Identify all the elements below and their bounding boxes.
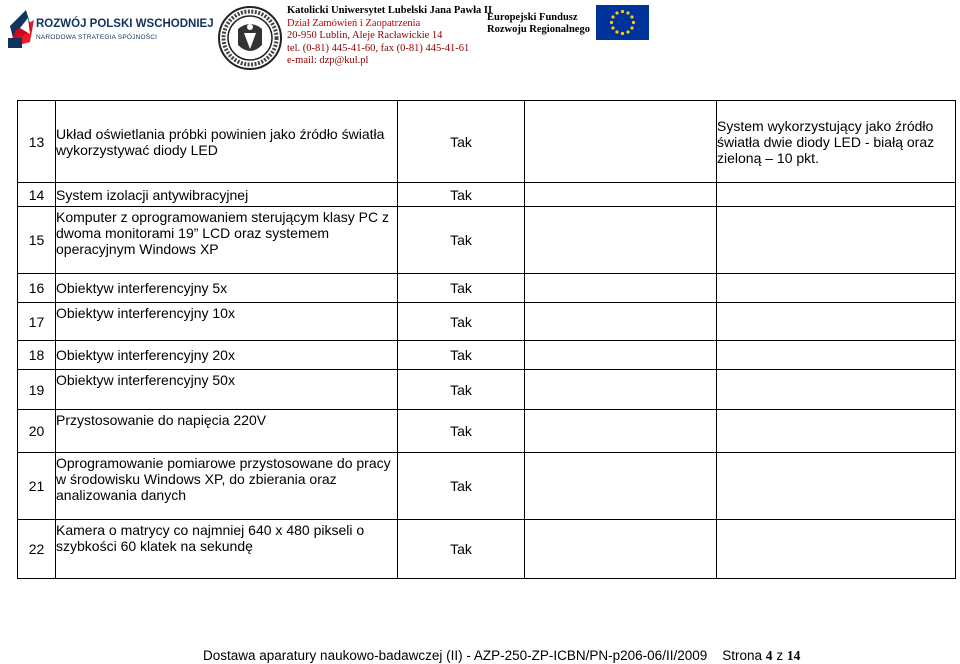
row-description: Obiektyw interferencyjny 10x	[56, 303, 398, 341]
row-description: Komputer z oprogramowaniem sterującym klasy PC z dwoma monitorami 19” LCD oraz systemem operacyjnym Windows XP	[56, 207, 398, 274]
row-empty-cell	[717, 520, 956, 579]
row-number: 13	[18, 101, 56, 183]
row-description: Oprogramowanie pomiarowe przystosowane do pracy w środowisku Windows XP, do zbierania oraz analizowania danych	[56, 453, 398, 520]
row-empty-cell	[717, 370, 956, 410]
row-value: Tak	[398, 274, 525, 303]
row-empty-cell	[717, 453, 956, 520]
row-description: Przystosowanie do napięcia 220V	[56, 410, 398, 453]
table-row	[18, 207, 956, 274]
kul-address: 20-950 Lublin, Aleje Racławickie 14	[287, 30, 443, 41]
footer-page-label: Strona	[722, 648, 763, 663]
row-empty-cell	[717, 410, 956, 453]
specification-table	[17, 100, 956, 579]
footer-page-separator: z	[776, 648, 784, 663]
row-empty-cell	[525, 370, 717, 410]
kul-email: e-mail: dzp@kul.pl	[287, 55, 369, 66]
row-empty-cell	[525, 520, 717, 579]
row-number: 20	[18, 410, 56, 453]
row-value: Tak	[398, 303, 525, 341]
page-footer	[203, 648, 800, 664]
eu-fund-line1: Europejski Fundusz	[487, 12, 578, 23]
document-header	[0, 0, 960, 78]
rpw-subtitle: NARODOWA STRATEGIA SPÓJNOŚCI	[36, 34, 158, 41]
row-empty-cell	[525, 207, 717, 274]
row-value: Tak	[398, 520, 525, 579]
table-row	[18, 370, 956, 410]
eu-flag-icon	[596, 5, 649, 40]
row-description: Obiektyw interferencyjny 5x	[56, 274, 398, 303]
row-value: Tak	[398, 183, 525, 207]
row-number: 15	[18, 207, 56, 274]
row-value: Tak	[398, 101, 525, 183]
row-description: Obiektyw interferencyjny 20x	[56, 341, 398, 370]
table-row	[18, 183, 956, 207]
eu-fund-label	[487, 12, 590, 36]
table-row	[18, 453, 956, 520]
row-value: Tak	[398, 207, 525, 274]
table-row	[18, 303, 956, 341]
kul-department: Dział Zamówień i Zaopatrzenia	[287, 17, 421, 29]
row-value: Tak	[398, 453, 525, 520]
kul-address-block	[287, 5, 492, 68]
table-row	[18, 101, 956, 183]
row-number: 22	[18, 520, 56, 579]
row-empty-cell	[525, 101, 717, 183]
row-description: Układ oświetlania próbki powinien jako źródło światła wykorzystywać diody LED	[56, 101, 398, 183]
row-empty-cell	[717, 274, 956, 303]
table-row	[18, 520, 956, 579]
rpw-title: ROZWÓJ POLSKI WSCHODNIEJ	[36, 18, 214, 30]
row-value: Tak	[398, 341, 525, 370]
table-row	[18, 341, 956, 370]
table-row	[18, 274, 956, 303]
row-empty-cell	[717, 207, 956, 274]
row-description: System izolacji antywibracyjnej	[56, 183, 398, 207]
row-empty-cell	[717, 183, 956, 207]
row-description: Obiektyw interferencyjny 50x	[56, 370, 398, 410]
kul-phone: tel. (0-81) 445-41-60, fax (0-81) 445-41-61	[287, 42, 470, 54]
row-empty-cell	[525, 410, 717, 453]
row-description: Kamera o matrycy co najmniej 640 x 480 pikseli o szybkości 60 klatek na sekundę	[56, 520, 398, 579]
row-number: 14	[18, 183, 56, 207]
row-empty-cell	[525, 453, 717, 520]
rpw-logo-icon	[4, 8, 194, 56]
row-empty-cell	[525, 274, 717, 303]
row-empty-cell	[717, 341, 956, 370]
row-value: Tak	[398, 410, 525, 453]
row-empty-cell	[525, 341, 717, 370]
kul-name: Katolicki Uniwersytet Lubelski Jana Pawła II	[287, 5, 493, 16]
row-empty-cell	[525, 303, 717, 341]
footer-page-total: 14	[786, 648, 801, 663]
eu-fund-line2: Rozwoju Regionalnego	[487, 24, 590, 35]
row-number: 16	[18, 274, 56, 303]
footer-page-number: 4	[765, 648, 773, 663]
row-number: 21	[18, 453, 56, 520]
table-row	[18, 410, 956, 453]
row-number: 17	[18, 303, 56, 341]
row-note: System wykorzystujący jako źródło światła dwie diody LED - białą oraz zieloną – 10 pkt.	[717, 101, 956, 183]
row-number: 19	[18, 370, 56, 410]
kul-seal-icon	[218, 5, 282, 71]
row-number: 18	[18, 341, 56, 370]
row-value: Tak	[398, 370, 525, 410]
row-empty-cell	[525, 183, 717, 207]
row-empty-cell	[717, 303, 956, 341]
footer-text: Dostawa aparatury naukowo-badawczej (II) - AZP-250-ZP-ICBN/PN-p206-06/II/2009	[203, 648, 708, 663]
